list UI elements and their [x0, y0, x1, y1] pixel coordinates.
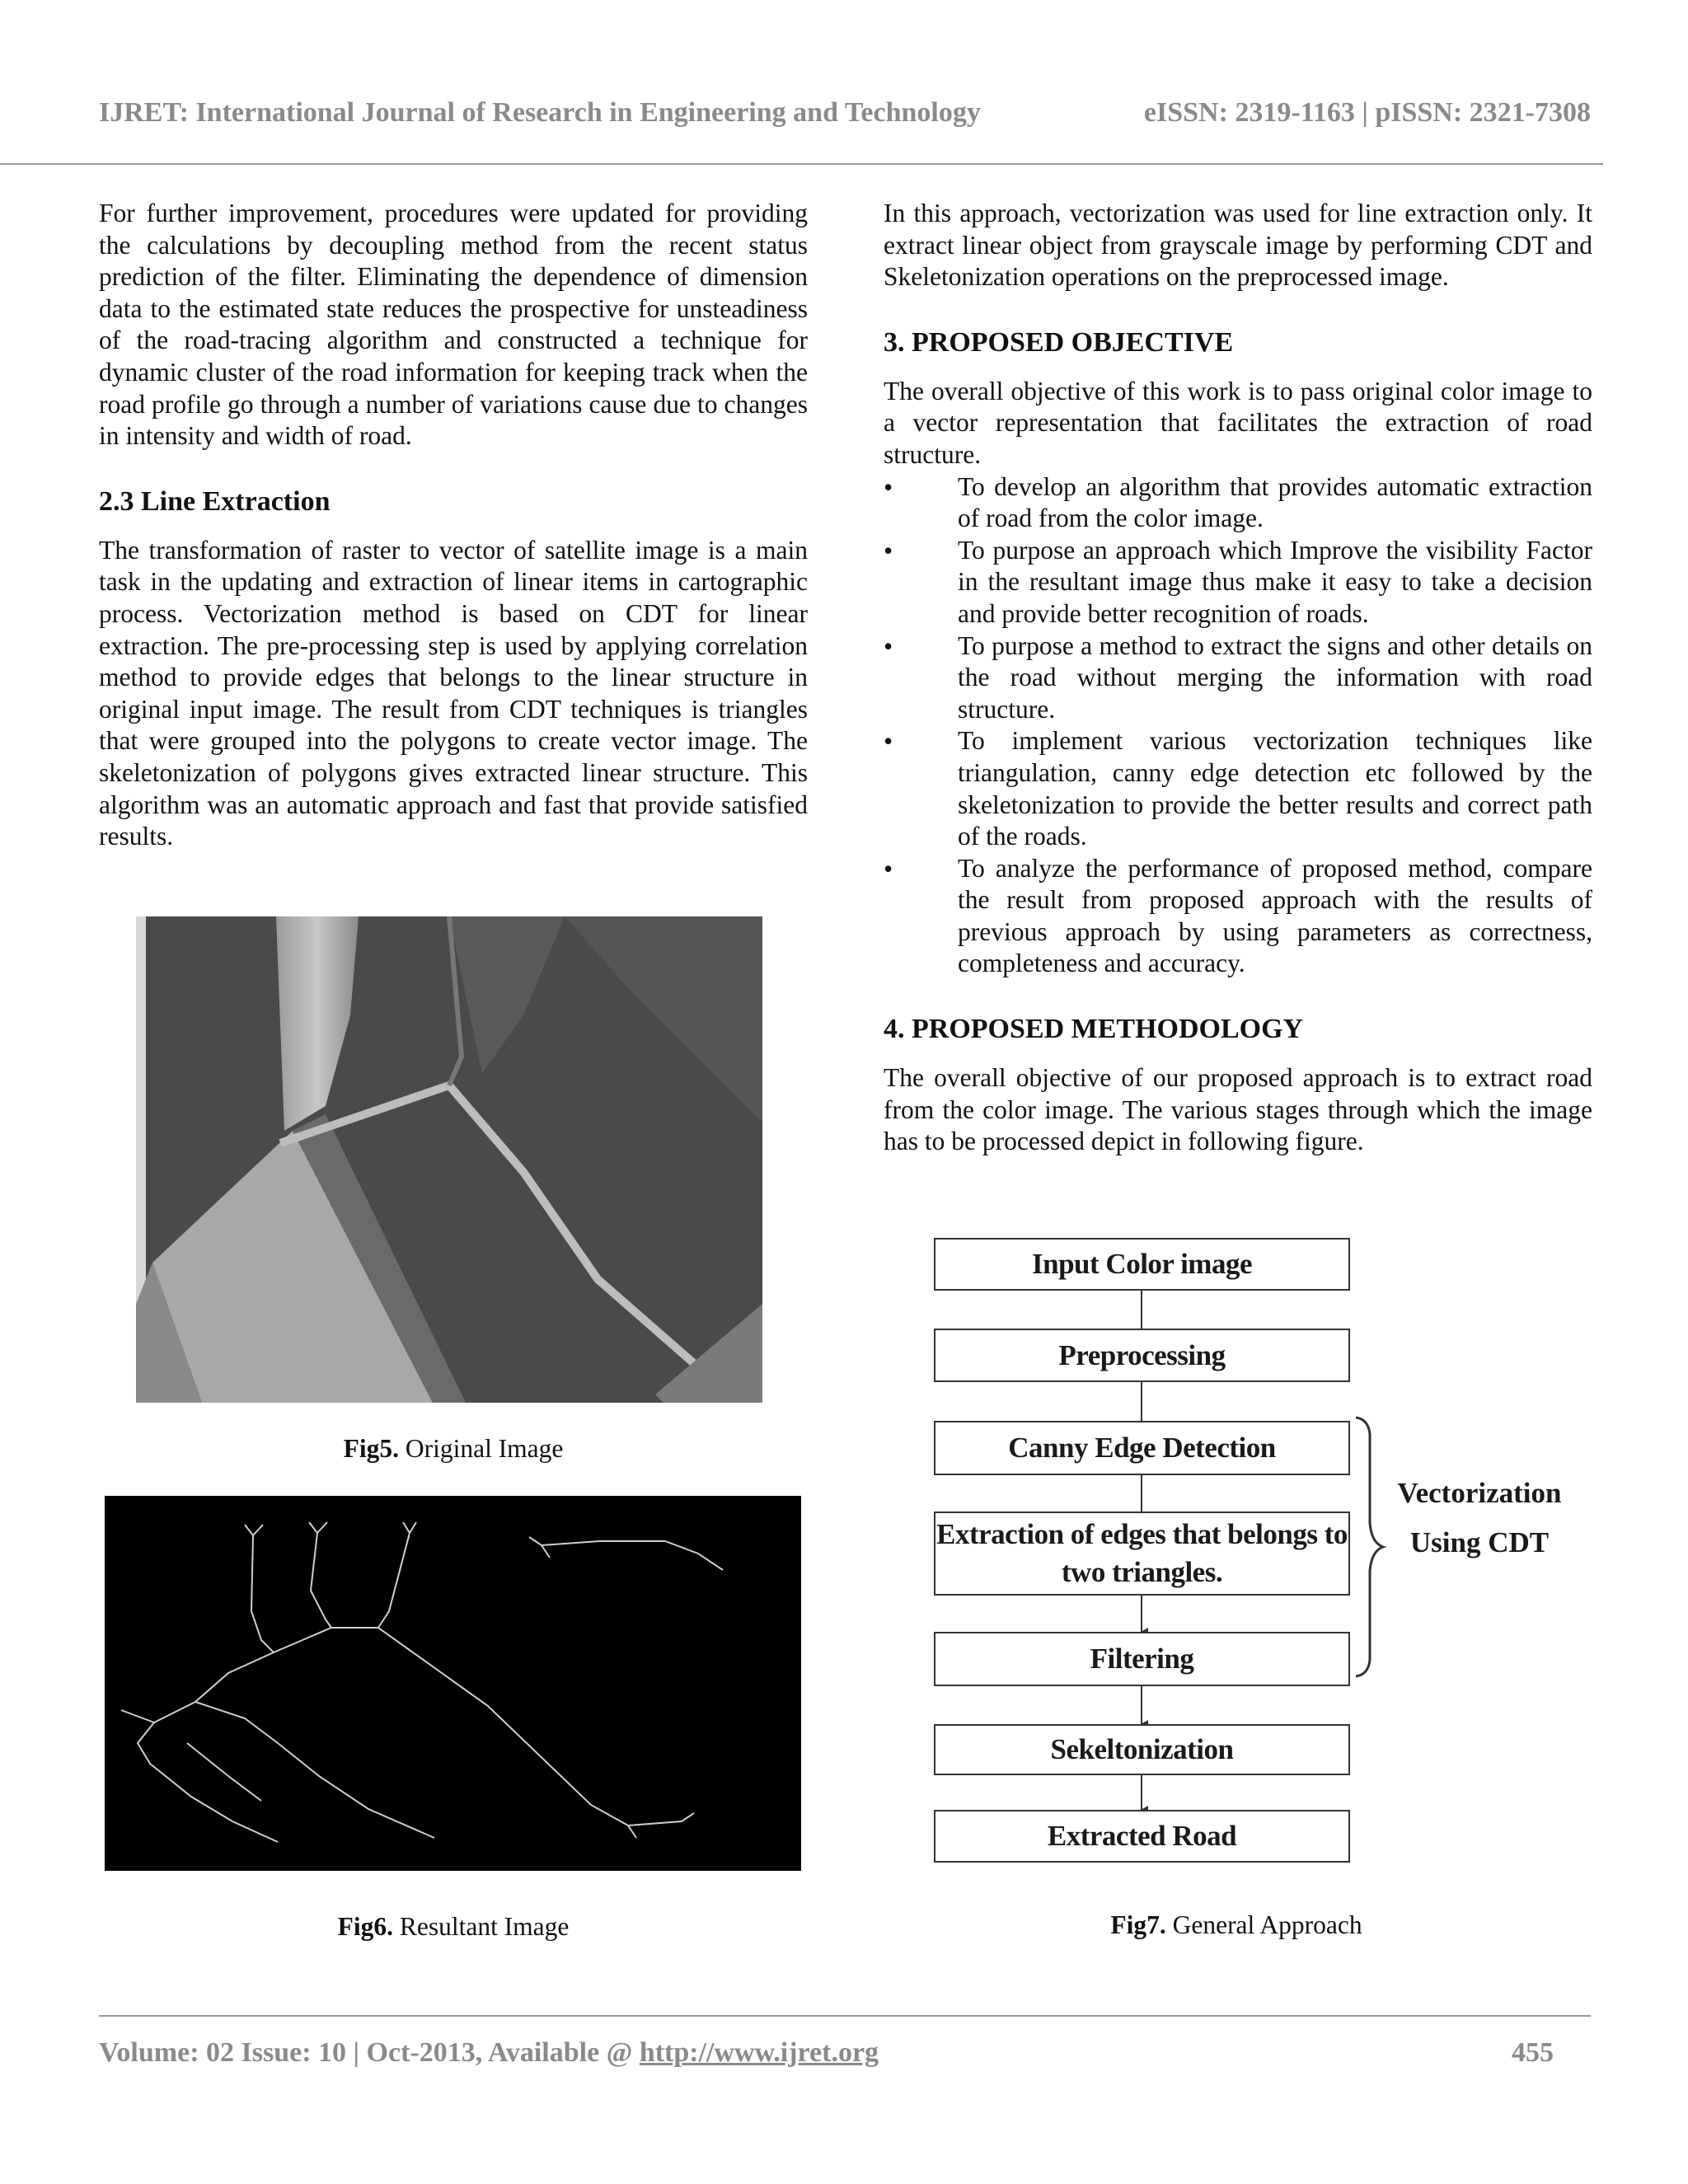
flow-step-filtering: Filtering [934, 1632, 1350, 1686]
volume-info: Volume: 02 Issue: 10 | Oct-2013, Available @ http://www.ijret.org [99, 2037, 879, 2068]
footer-rule [99, 2015, 1591, 2017]
section-heading: 4. PROPOSED METHODOLOGY [884, 1014, 1304, 1045]
running-header [99, 97, 1591, 129]
header-rule [0, 163, 1603, 165]
paragraph: In this approach, vectorization was used for line extraction only. It extract linear object from grayscale image by performing CDT and Skeletonization operations on the preprocessed image. [884, 199, 1592, 292]
left-column [99, 198, 808, 853]
section-heading: 3. PROPOSED OBJECTIVE [884, 326, 1234, 358]
paragraph: The overall objective of our proposed approach is to extract road from the color image. The various stages through which the image has to be processed depict in following figure. [884, 1063, 1592, 1156]
figure-caption: Fig5. Original Image [343, 1434, 564, 1463]
list-item: • To analyze the performance of proposed method, compare the result from proposed approach with the results of previous approach by using parameters as correctness, completeness and accuracy. [884, 853, 1592, 980]
list-item: • To implement various vectorization techniques like triangulation, canny edge detection etc followed by the skeletonization to provide the better results and correct path of the roads. [884, 725, 1592, 852]
running-footer [99, 2037, 1554, 2069]
list-item: • To develop an algorithm that provides automatic extraction of road from the color image. [884, 471, 1592, 535]
flow-step-preprocessing: Preprocessing [934, 1329, 1350, 1382]
objectives-list [884, 471, 1592, 981]
flow-step-output: Extracted Road [934, 1810, 1350, 1863]
section-heading: 2.3 Line Extraction [99, 485, 331, 517]
flow-step-skeletonization: Sekeltonization [934, 1724, 1350, 1775]
paragraph: For further improvement, procedures were updated for providing the calculations by decoupling method from the recent status prediction of the filter. Eliminating the dependence of dimension data to the estimated state reduces the prospective for unsteadiness of the road-tracing algorithm and constructed a technique for dynamic cluster of the road information for keeping track when the road profile go through a number of variations cause due to changes in intensity and width of road. [99, 199, 808, 451]
journal-name: IJRET: International Journal of Research in Engineering and Technology [99, 97, 981, 128]
vectorization-label: Vectorization Using CDT [1397, 1477, 1562, 1558]
figure-caption: Fig6. Resultant Image [337, 1912, 570, 1941]
original-satellite-image [136, 916, 762, 1403]
journal-url-link[interactable]: http://www.ijret.org [639, 2037, 879, 2068]
page-number: 455 [1512, 2037, 1554, 2068]
list-item: • To purpose an approach which Improve the visibility Factor in the resultant image thus make it easy to take a decision and provide better recognition of roads. [884, 535, 1592, 630]
issn: eISSN: 2319-1163 | pISSN: 2321-7308 [1143, 97, 1591, 128]
list-item: • To purpose a method to extract the signs and other details on the road without merging the information with road structure. [884, 630, 1592, 726]
paragraph: The transformation of raster to vector of satellite image is a main task in the updating and extraction of linear items in cartographic process. Vectorization method is based on CDT for linear extraction. The pre-processing step is used by applying correlation method to provide edges that belongs to the linear structure in original input image. The result from CDT techniques is triangles that were grouped into the polygons to create vector image. The skeletonization of polygons gives extracted linear structure. This algorithm was an automatic approach and fast that provide satisfied results. [99, 535, 808, 851]
paragraph: The overall objective of this work is to pass original color image to a vector representation that facilitates the extraction of road structure. [884, 376, 1592, 469]
figure-caption: Fig7. General Approach [1110, 1910, 1362, 1939]
flow-step-canny: Canny Edge Detection [934, 1421, 1350, 1475]
flow-step-input: Input Color image [934, 1238, 1350, 1291]
right-column [884, 198, 1592, 1158]
resultant-road-image [105, 1496, 801, 1871]
flow-step-extraction: Extraction of edges that belongs to two triangles. [934, 1511, 1350, 1596]
